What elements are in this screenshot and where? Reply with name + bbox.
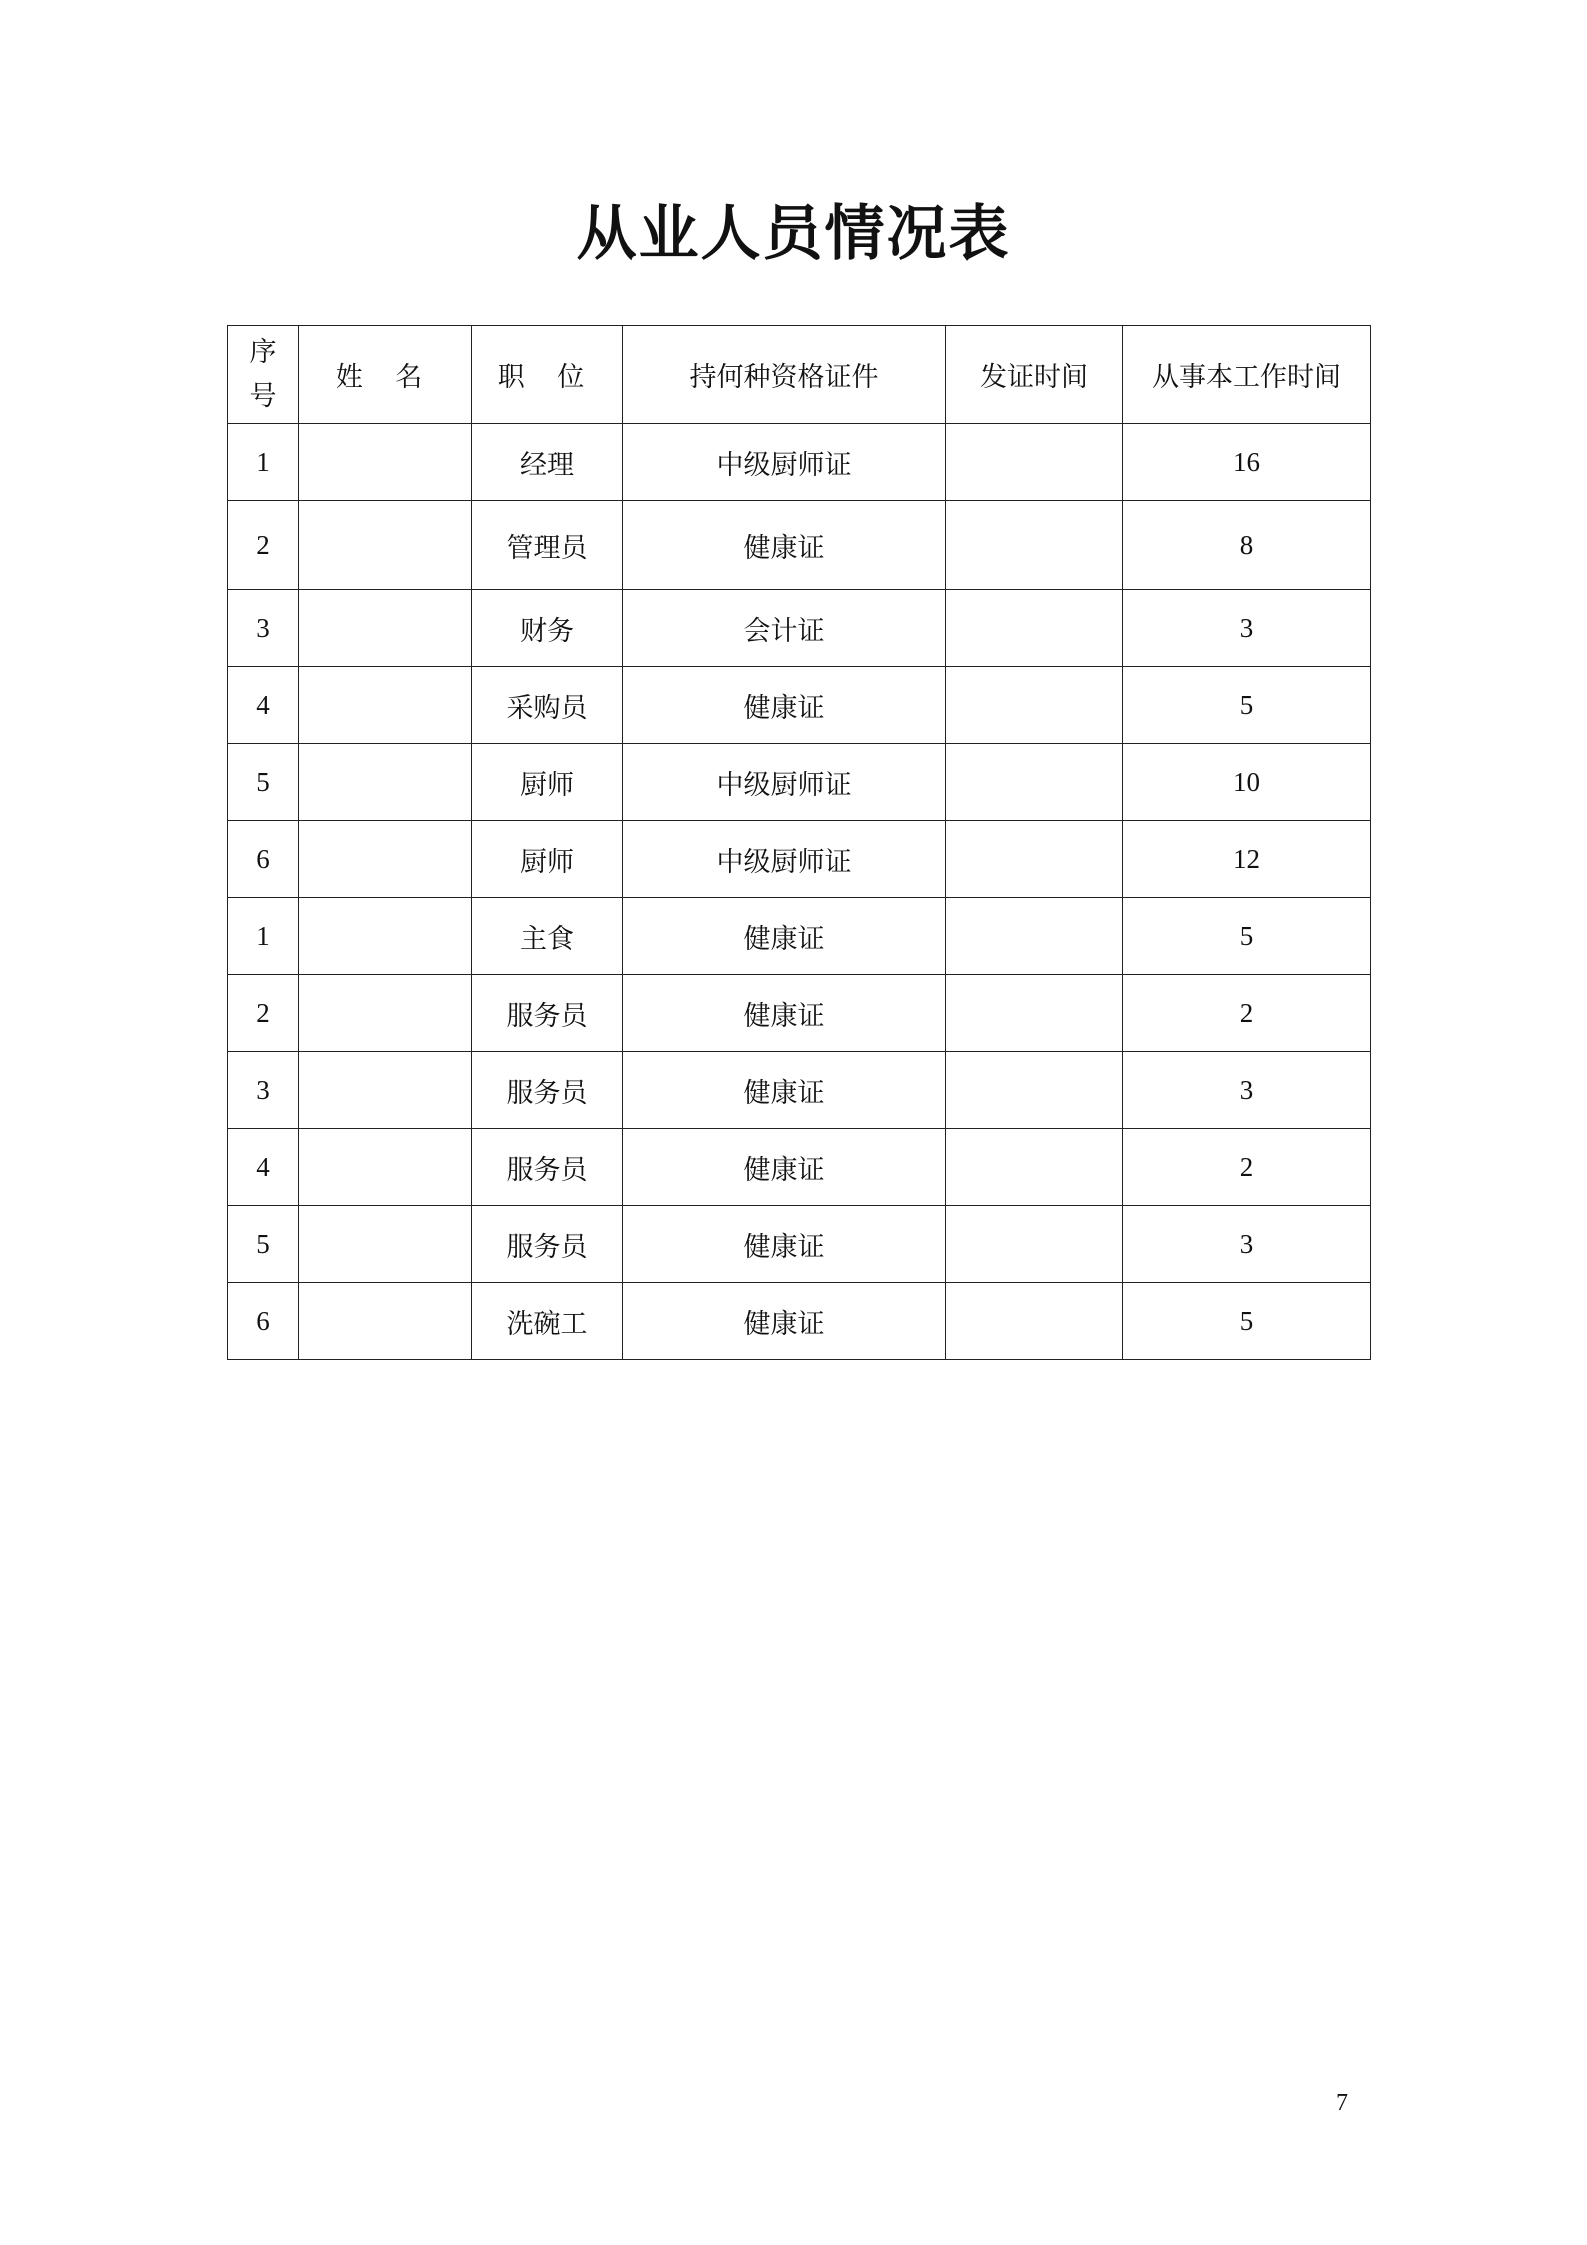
header-years: 从事本工作时间 bbox=[1123, 326, 1371, 424]
cell-issue-date bbox=[946, 1052, 1123, 1129]
cell-years: 5 bbox=[1123, 1283, 1371, 1360]
cell-seq: 4 bbox=[228, 1129, 299, 1206]
staff-table bbox=[227, 325, 1371, 1360]
cell-issue-date bbox=[946, 898, 1123, 975]
cell-issue-date bbox=[946, 744, 1123, 821]
cell-seq: 1 bbox=[228, 898, 299, 975]
table-row bbox=[228, 821, 1371, 898]
cell-years: 16 bbox=[1123, 424, 1371, 501]
cell-seq: 5 bbox=[228, 1206, 299, 1283]
cell-position: 服务员 bbox=[472, 1129, 623, 1206]
cell-seq: 3 bbox=[228, 590, 299, 667]
cell-issue-date bbox=[946, 501, 1123, 590]
table-row bbox=[228, 1129, 1371, 1206]
cell-position: 财务 bbox=[472, 590, 623, 667]
cell-years: 3 bbox=[1123, 1052, 1371, 1129]
cell-years: 12 bbox=[1123, 821, 1371, 898]
cell-certificate: 健康证 bbox=[623, 898, 946, 975]
table-row bbox=[228, 501, 1371, 590]
header-seq-line2: 号 bbox=[249, 380, 277, 412]
cell-name bbox=[299, 424, 472, 501]
cell-certificate: 健康证 bbox=[623, 975, 946, 1052]
cell-years: 10 bbox=[1123, 744, 1371, 821]
cell-position: 采购员 bbox=[472, 667, 623, 744]
header-name: 姓 名 bbox=[299, 326, 472, 424]
cell-years: 8 bbox=[1123, 501, 1371, 590]
cell-seq: 2 bbox=[228, 975, 299, 1052]
cell-seq: 2 bbox=[228, 501, 299, 590]
cell-position: 经理 bbox=[472, 424, 623, 501]
cell-seq: 3 bbox=[228, 1052, 299, 1129]
cell-name bbox=[299, 590, 472, 667]
cell-years: 5 bbox=[1123, 898, 1371, 975]
cell-issue-date bbox=[946, 1129, 1123, 1206]
header-position: 职 位 bbox=[472, 326, 623, 424]
cell-issue-date bbox=[946, 821, 1123, 898]
cell-issue-date bbox=[946, 667, 1123, 744]
cell-name bbox=[299, 1129, 472, 1206]
cell-certificate: 健康证 bbox=[623, 1052, 946, 1129]
cell-seq: 6 bbox=[228, 1283, 299, 1360]
cell-certificate: 中级厨师证 bbox=[623, 821, 946, 898]
table-row bbox=[228, 898, 1371, 975]
cell-issue-date bbox=[946, 975, 1123, 1052]
cell-position: 厨师 bbox=[472, 744, 623, 821]
cell-certificate: 健康证 bbox=[623, 1283, 946, 1360]
cell-position: 服务员 bbox=[472, 1206, 623, 1283]
table-row bbox=[228, 744, 1371, 821]
cell-certificate: 会计证 bbox=[623, 590, 946, 667]
cell-certificate: 中级厨师证 bbox=[623, 424, 946, 501]
cell-years: 5 bbox=[1123, 667, 1371, 744]
cell-name bbox=[299, 898, 472, 975]
cell-certificate: 健康证 bbox=[623, 501, 946, 590]
header-seq-line1: 序 bbox=[249, 336, 277, 368]
cell-years: 3 bbox=[1123, 590, 1371, 667]
cell-position: 服务员 bbox=[472, 1052, 623, 1129]
table-row bbox=[228, 1283, 1371, 1360]
table-header-row bbox=[228, 326, 1371, 424]
cell-name bbox=[299, 501, 472, 590]
table-row bbox=[228, 667, 1371, 744]
cell-name bbox=[299, 744, 472, 821]
table-row bbox=[228, 1206, 1371, 1283]
cell-issue-date bbox=[946, 1206, 1123, 1283]
table-row bbox=[228, 590, 1371, 667]
header-certificate: 持何种资格证件 bbox=[623, 326, 946, 424]
cell-name bbox=[299, 1283, 472, 1360]
cell-name bbox=[299, 1206, 472, 1283]
cell-position: 洗碗工 bbox=[472, 1283, 623, 1360]
cell-issue-date bbox=[946, 1283, 1123, 1360]
cell-certificate: 健康证 bbox=[623, 1206, 946, 1283]
cell-certificate: 健康证 bbox=[623, 667, 946, 744]
cell-years: 2 bbox=[1123, 975, 1371, 1052]
header-seq bbox=[228, 326, 299, 424]
header-issue-date: 发证时间 bbox=[946, 326, 1123, 424]
cell-name bbox=[299, 667, 472, 744]
cell-certificate: 中级厨师证 bbox=[623, 744, 946, 821]
cell-name bbox=[299, 1052, 472, 1129]
cell-position: 服务员 bbox=[472, 975, 623, 1052]
page-title: 从业人员情况表 bbox=[576, 199, 1011, 269]
table-row bbox=[228, 975, 1371, 1052]
page-number: 7 bbox=[1336, 2090, 1348, 2116]
cell-seq: 6 bbox=[228, 821, 299, 898]
cell-certificate: 健康证 bbox=[623, 1129, 946, 1206]
cell-years: 3 bbox=[1123, 1206, 1371, 1283]
cell-years: 2 bbox=[1123, 1129, 1371, 1206]
cell-seq: 4 bbox=[228, 667, 299, 744]
cell-issue-date bbox=[946, 424, 1123, 501]
cell-name bbox=[299, 975, 472, 1052]
cell-seq: 5 bbox=[228, 744, 299, 821]
cell-position: 管理员 bbox=[472, 501, 623, 590]
cell-position: 主食 bbox=[472, 898, 623, 975]
cell-seq: 1 bbox=[228, 424, 299, 501]
cell-position: 厨师 bbox=[472, 821, 623, 898]
table-row bbox=[228, 1052, 1371, 1129]
cell-name bbox=[299, 821, 472, 898]
table-row bbox=[228, 424, 1371, 501]
cell-issue-date bbox=[946, 590, 1123, 667]
